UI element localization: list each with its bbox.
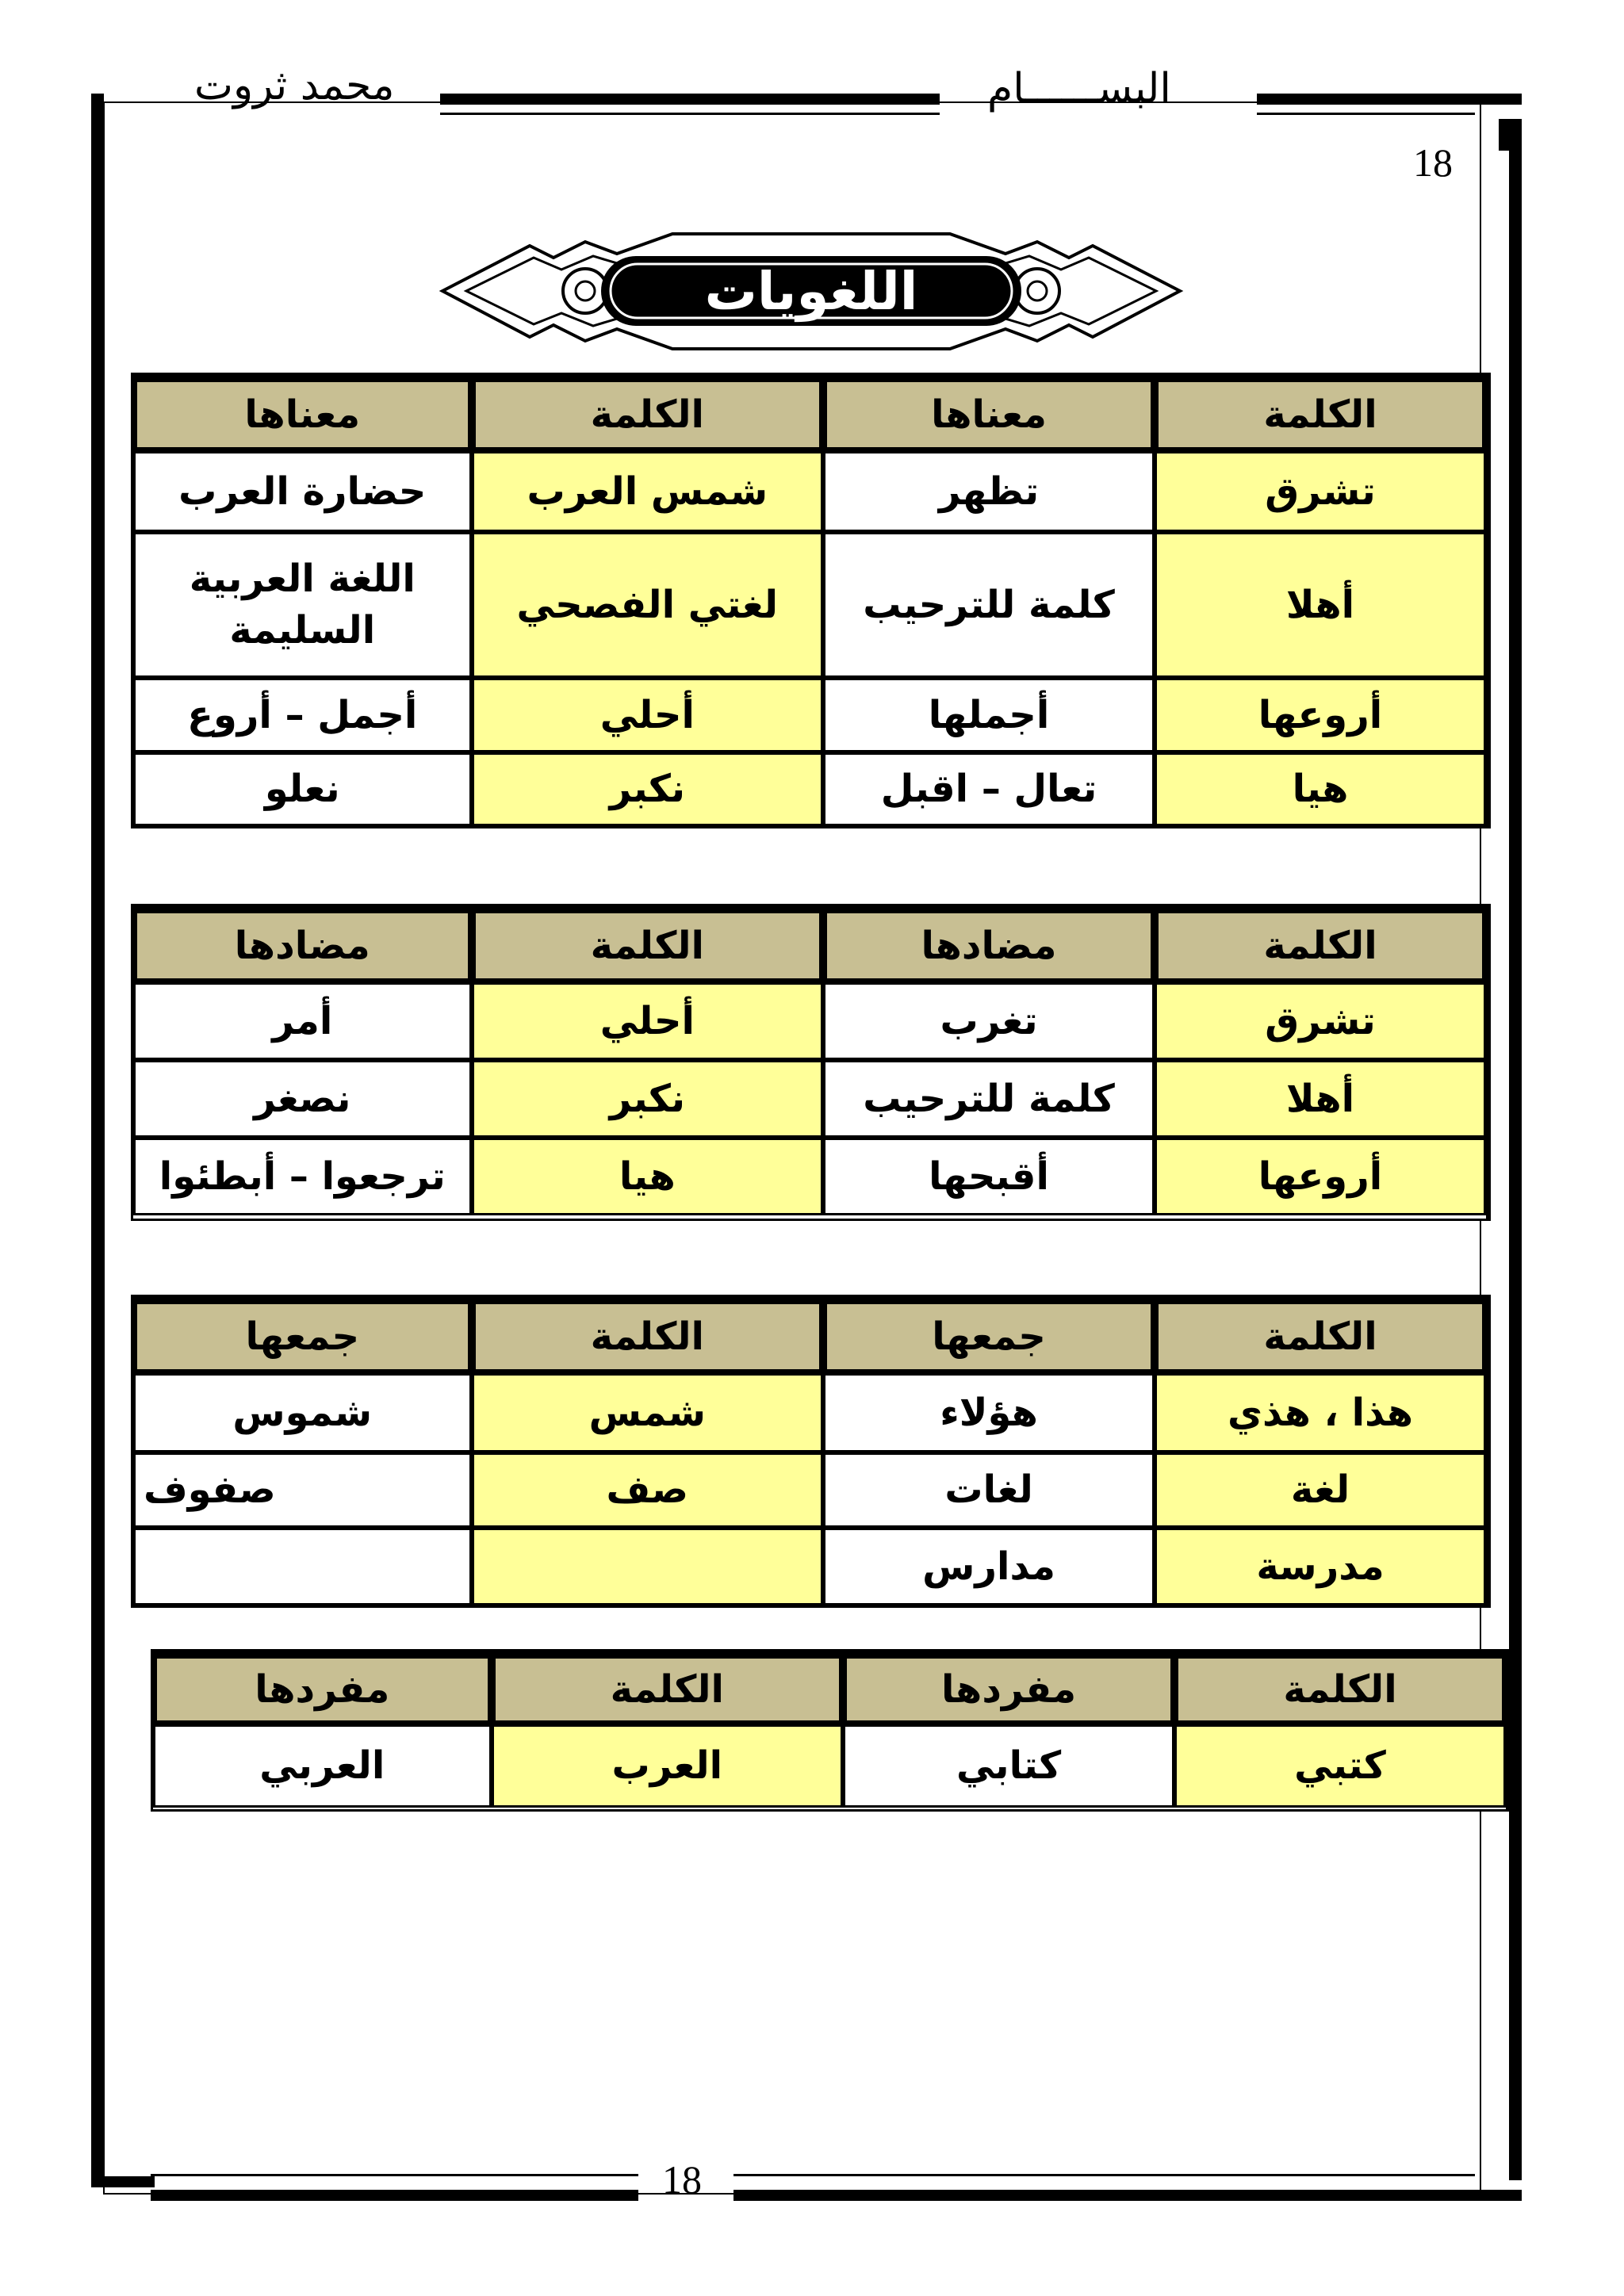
frame-bottom-left-corner — [91, 2176, 155, 2187]
table-row — [133, 752, 1486, 826]
meaning-cell: تعال – اقبل — [823, 752, 1155, 826]
singular-cell: العربي — [153, 1724, 492, 1808]
plural-cell: هؤلاء — [823, 1373, 1155, 1452]
word-cell — [472, 1528, 824, 1605]
frame-bottom-right-corner — [1471, 2190, 1522, 2201]
footer-rule-left-thin — [151, 2174, 638, 2176]
table-row — [153, 1724, 1506, 1808]
plural-cell: شموس — [133, 1373, 472, 1452]
header-cell: جمعها — [823, 1300, 1155, 1373]
word-cell: نكبر — [472, 1060, 824, 1138]
plural-cell: لغات — [823, 1452, 1155, 1528]
header-cell: مفردها — [843, 1655, 1174, 1724]
word-cell: هذا ، هذي — [1155, 1373, 1486, 1452]
table-header-row — [153, 1655, 1506, 1724]
header-cell: الكلمة — [1155, 1300, 1486, 1373]
table-row — [133, 1528, 1486, 1605]
word-cell: كتبي — [1174, 1724, 1506, 1808]
frame-right-bar — [1509, 147, 1522, 2180]
opposites-table — [131, 904, 1491, 1221]
word-cell: أهلا — [1155, 1060, 1486, 1138]
table-row — [133, 1452, 1486, 1528]
word-cell: أحلي — [472, 678, 824, 752]
opposite-cell: أمر — [133, 982, 472, 1060]
plural-cell — [133, 1528, 472, 1605]
table-row — [133, 1138, 1486, 1215]
word-cell: العرب — [492, 1724, 844, 1808]
table-row — [133, 532, 1486, 678]
header-cell: معناها — [823, 378, 1155, 451]
header-cell: الكلمة — [1155, 909, 1486, 982]
table-row — [133, 678, 1486, 752]
header-cell: الكلمة — [472, 378, 824, 451]
brand-title: البســــــام — [987, 65, 1171, 113]
table-row — [133, 1373, 1486, 1452]
header-cell: الكلمة — [1155, 378, 1486, 451]
meaning-cell: اللغة العربية السليمة — [133, 532, 472, 678]
header-cell: جمعها — [133, 1300, 472, 1373]
frame-top-right-corner-h — [1471, 94, 1522, 105]
plurals-table — [131, 1295, 1491, 1608]
header-cell: الكلمة — [1174, 1655, 1506, 1724]
opposite-cell: تغرب — [823, 982, 1155, 1060]
footer-page-number: 18 — [662, 2157, 702, 2202]
meaning-cell: نعلو — [133, 752, 472, 826]
table-header-row — [133, 1300, 1486, 1373]
word-cell: هيا — [472, 1138, 824, 1215]
opposite-cell: أقبحها — [823, 1138, 1155, 1215]
word-cell: لغة — [1155, 1452, 1486, 1528]
footer-rule-left — [151, 2190, 638, 2201]
table-row — [133, 982, 1486, 1060]
header-cell: مضادها — [823, 909, 1155, 982]
meaning-cell: أجمل – أروع — [133, 678, 472, 752]
footer-rule-right-thin — [733, 2174, 1475, 2176]
word-cell: تشرق — [1155, 982, 1486, 1060]
banner-title: اللغويات — [704, 260, 918, 322]
table-row — [133, 451, 1486, 532]
word-cell: أروعها — [1155, 1138, 1486, 1215]
word-cell: لغتي الفصحي — [472, 532, 824, 678]
word-cell: صف — [472, 1452, 824, 1528]
meaning-cell: أجملها — [823, 678, 1155, 752]
header-cell: الكلمة — [472, 909, 824, 982]
word-cell: هيا — [1155, 752, 1486, 826]
meanings-table — [131, 373, 1491, 828]
author-name: محمد ثروت — [194, 62, 395, 109]
meaning-cell: تظهر — [823, 451, 1155, 532]
word-cell: شمس العرب — [472, 451, 824, 532]
section-banner — [435, 226, 1188, 357]
frame-top-left-corner — [91, 94, 104, 149]
plural-cell: صفوف — [133, 1452, 472, 1528]
word-cell: أهلا — [1155, 532, 1486, 678]
header-cell: مفردها — [153, 1655, 492, 1724]
meaning-cell: كلمة للترحيب — [823, 532, 1155, 678]
word-cell: أحلي — [472, 982, 824, 1060]
singular-cell: كتابي — [843, 1724, 1174, 1808]
header-cell: الكلمة — [472, 1300, 824, 1373]
frame-left-bar — [91, 147, 104, 2180]
header-cell: معناها — [133, 378, 472, 451]
opposite-cell: ترجعوا – أبطئوا — [133, 1138, 472, 1215]
footer-rule-right — [733, 2190, 1475, 2201]
word-cell: مدرسة — [1155, 1528, 1486, 1605]
table-header-row — [133, 378, 1486, 451]
opposite-cell: كلمة للترحيب — [823, 1060, 1155, 1138]
header-cell: مضادها — [133, 909, 472, 982]
top-page-number: 18 — [1413, 140, 1453, 185]
singulars-table — [151, 1649, 1511, 1812]
frame-top-right-corner-v — [1499, 119, 1522, 151]
word-cell: تشرق — [1155, 451, 1486, 532]
table-header-row — [133, 909, 1486, 982]
table-row — [133, 1060, 1486, 1138]
word-cell: أروعها — [1155, 678, 1486, 752]
plural-cell: مدارس — [823, 1528, 1155, 1605]
opposite-cell: نصغر — [133, 1060, 472, 1138]
word-cell: شمس — [472, 1373, 824, 1452]
header-cell: الكلمة — [492, 1655, 844, 1724]
meaning-cell: حضارة العرب — [133, 451, 472, 532]
word-cell: نكبر — [472, 752, 824, 826]
